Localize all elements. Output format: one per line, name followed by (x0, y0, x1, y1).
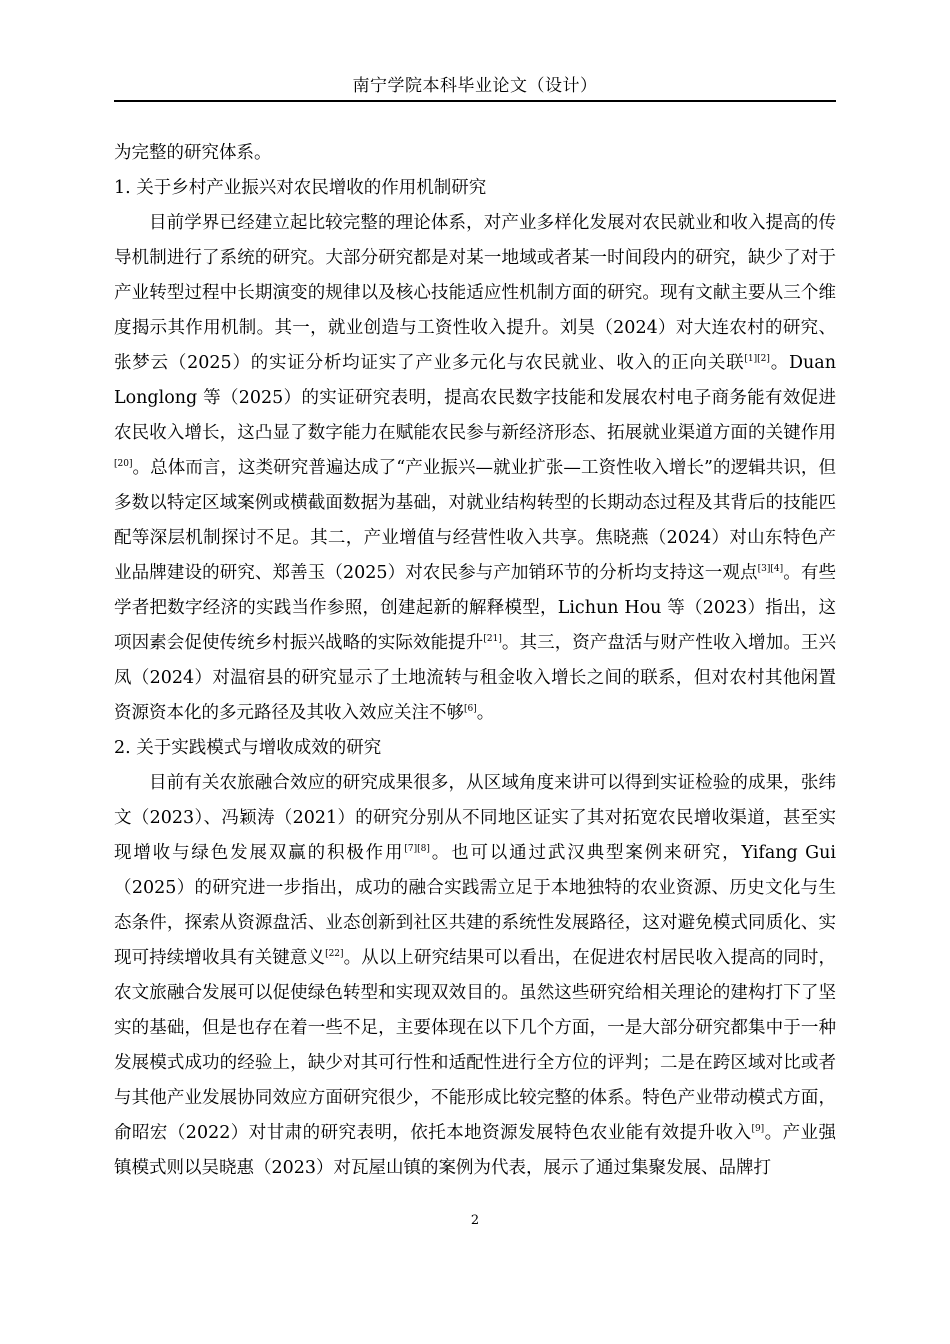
citation: [20] (114, 459, 133, 469)
paragraph-text: 。其三，资产盘活与财产性收入增加。王兴凤（2024）对温宿县的研究显示了土地流转与租金收入增长之间的联系，但对农村其他闲置资源资本化的多元路径及其收入效应关注不够 (114, 633, 837, 723)
paragraph-text: 。Duan Longlong 等（2025）的实证研究表明，提高农民数字技能和发展农村电子商务能有效促进农民收入增长，这凸显了数字能力在赋能农民参与新经济形态、拓展就业渠道方面的关键作用 (114, 353, 836, 443)
paragraph-text: 。从以上研究结果可以看出，在促进农村居民收入提高的同时，农文旅融合发展可以促使绿色转型和实现双效目的。虽然这些研究给相关理论的建构打下了坚实的基础，但是也存在着一些不足，主要体现在以下几个方面，一是大部分研究都集中于一种发展模式成功的经验上，缺少对其可行性和适配性进行全方位的评判；二是在跨区域对比或者与其他产业发展协同效应方面研究很少，不能形成比较完整的体系。特色产业带动模式方面，俞昭宏（2022）对甘肃的研究表明，依托本地资源发展特色农业能有效提升收入 (114, 948, 837, 1143)
section-heading-2: 2. 关于实践模式与增收成效的研究 (114, 738, 382, 758)
paragraph-mechanism (114, 206, 836, 731)
citation: [9] (751, 1124, 765, 1134)
paragraph-practice (114, 766, 836, 1186)
citation: [1][2] (744, 354, 770, 364)
citation: [22] (325, 949, 344, 959)
citation: [7][8] (404, 844, 430, 854)
citation: [21] (483, 634, 502, 644)
section-heading-1: 1. 关于乡村产业振兴对农民增收的作用机制研究 (114, 178, 487, 198)
document-body (114, 136, 836, 1186)
paragraph-text: 目前学界已经建立起比较完整的理论体系，对产业多样化发展对农民就业和收入提高的传导机制进行了系统的研究。大部分研究都是对某一地域或者某一时间段内的研究，缺少了对于产业转型过程中长期演变的规律以及核心技能适应性机制方面的研究。现有文献主要从三个维度揭示其作用机制。其一，就业创造与工资性收入提升。刘昊（2024）对大连农村的研究、张梦云（2025）的实证分析均证实了产业多元化与农民就业、收入的正向关联 (114, 213, 836, 373)
paragraph-text: 。 (476, 703, 495, 723)
citation: [6] (464, 704, 477, 714)
paragraph-text: 。也可以通过武汉典型案例来研究，Yifang Gui（2025）的研究进一步指出，成功的融合实践需立足于本地独特的农业资源、历史文化与生态条件，探索从资源盘活、业态创新到社区共建的系统性发展路径，这对避免模式同质化、实现可持续增收具有关键意义 (114, 843, 836, 968)
citation: [3][4] (757, 564, 784, 574)
paragraph-text: 。总体而言，这类研究普遍达成了“产业振兴—就业扩张—工资性收入增长”的逻辑共识，但多数以特定区域案例或横截面数据为基础，对就业结构转型的长期动态过程及其背后的技能匹配等深层机制探讨不足。其二，产业增值与经营性收入共享。焦晓燕（2024）对山东特色产业品牌建设的研究、郑善玉（2025）对农民参与产加销环节的分析均支持这一观点 (114, 458, 836, 583)
paragraph-text: 目前有关农旅融合效应的研究成果很多，从区域角度来讲可以得到实证检验的成果，张纬文（2023）、冯颖涛（2021）的研究分别从不同地区证实了其对拓宽农民增收渠道，甚至实现增收与绿色发展双赢的积极作用 (114, 773, 836, 863)
running-header: 南宁学院本科毕业论文（设计） (352, 76, 598, 96)
paragraph-continuation: 为完整的研究体系。 (114, 143, 272, 163)
paragraph-text: 。有些学者把数字经济的实践当作参照，创建起新的解释模型，Lichun Hou 等（2023）指出，这项因素会促使传统乡村振兴战略的实际效能提升 (114, 563, 836, 653)
page-number: 2 (470, 1213, 480, 1228)
header-divider (114, 100, 836, 102)
paragraph-text: 。产业强镇模式则以吴晓惠（2023）对瓦屋山镇的案例为代表，展示了通过集聚发展、品牌打 (114, 1123, 836, 1178)
